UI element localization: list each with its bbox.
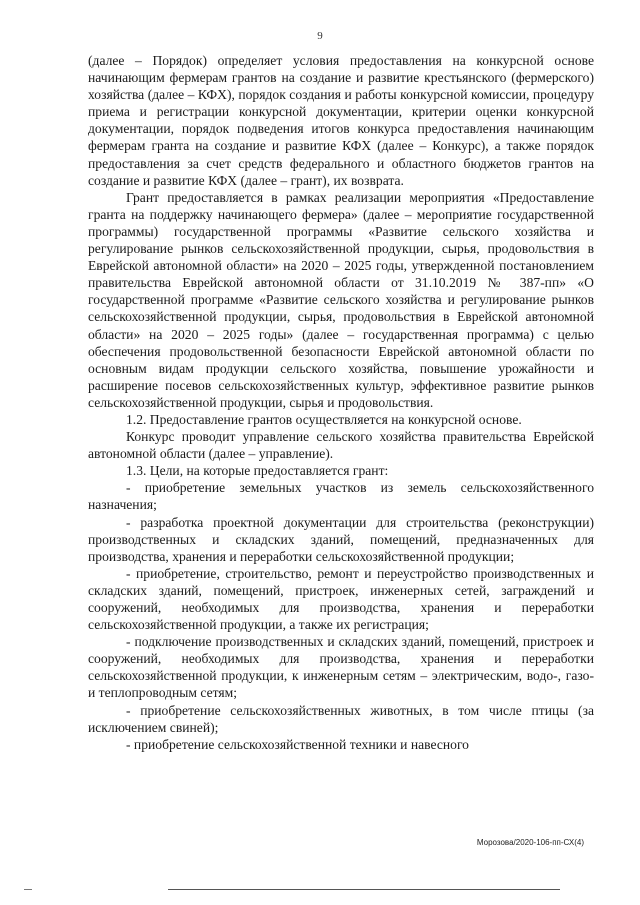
paragraph: - разработка проектной документации для строительства (реконструкции) производственных и складских зданий, помещений, предназначенных для производства, хранения и переработки сельскохозяйственной продукции; [88, 514, 594, 564]
paragraph: 1.3. Цели, на которые предоставляется грант: [126, 463, 389, 479]
paragraph: - приобретение земельных участков из земель сельскохозяйственного назначения; [88, 480, 594, 513]
paragraph: 1.2. Предоставление грантов осуществляется на конкурсной основе. [126, 411, 522, 427]
scan-edge-mark [24, 889, 32, 890]
document-body [88, 52, 594, 753]
paragraph: - приобретение сельскохозяйственной техники и навесного [126, 736, 469, 752]
paragraph: Грант предоставляется в рамках реализации мероприятия «Предоставление гранта на поддержку начинающего фермера» (далее – мероприятие государственной программы) государственной программы «Развитие сельского хозяйства и регулирование рынков сельскохозяйственной продукции, сырья, продовольствия в Еврейской автономной области» на 2020 – 2025 годы, утвержденной постановлением правительства Еврейской автономной области от 31.10.2019 № 387-пп» «О государственной программе «Развитие сельского хозяйства и регулирование рынков сельскохозяйственной продукции, сырья, продовольствия в Еврейской автономной области» на 2020 – 2025 годы» (далее – государственная программа) с целью обеспечения продовольственной безопасности Еврейской автономной области по основным видам продукции сельского хозяйства, повышение урожайности и расширение посевов сельскохозяйственных культур, эффективное развитие рынков сельскохозяйственной продукции, сырья и продовольствия. [88, 189, 594, 410]
page-bottom-line [168, 889, 560, 890]
paragraph: - подключение производственных и складских зданий, помещений, пристроек и сооружений, необходимых для производства, хранения и переработки сельскохозяйственной продукции, к инженерным сетям – электрическим, водо-, газо- и теплопроводным сетям; [88, 634, 594, 701]
page-number: 9 [317, 30, 323, 42]
paragraph: Конкурс проводит управление сельского хозяйства правительства Еврейской автономной области (далее – управление). [88, 429, 594, 462]
document-code: Морозова/2020-106-пп-СХ(4) [476, 838, 584, 847]
paragraph: - приобретение, строительство, ремонт и переустройство производственных и складских зданий, помещений, пристроек, инженерных сетей, заграждений и сооружений, необходимых для производства, хранения и переработки сельскохозяйственной продукции, а также их регистрация; [88, 565, 594, 633]
paragraph: (далее – Порядок) определяет условия предоставления на конкурсной основе начинающим фермерам грантов на создание и развитие крестьянского (фермерского) хозяйства (далее – КФХ), порядок создания и работы конкурсной комиссии, процедуру приема и регистрации конкурсной документации, критерии оценки конкурсной документации, порядок подведения итогов конкурса предоставления начинающим фермерам гранта на создание и развитие КФХ (далее – Конкурс), а также порядок предоставления за счет средств федерального и областного бюджетов грантов на создание и развитие КФХ (далее – грант), их возврата. [88, 53, 594, 188]
paragraph: - приобретение сельскохозяйственных животных, в том числе птицы (за исключением свиней); [88, 702, 594, 735]
